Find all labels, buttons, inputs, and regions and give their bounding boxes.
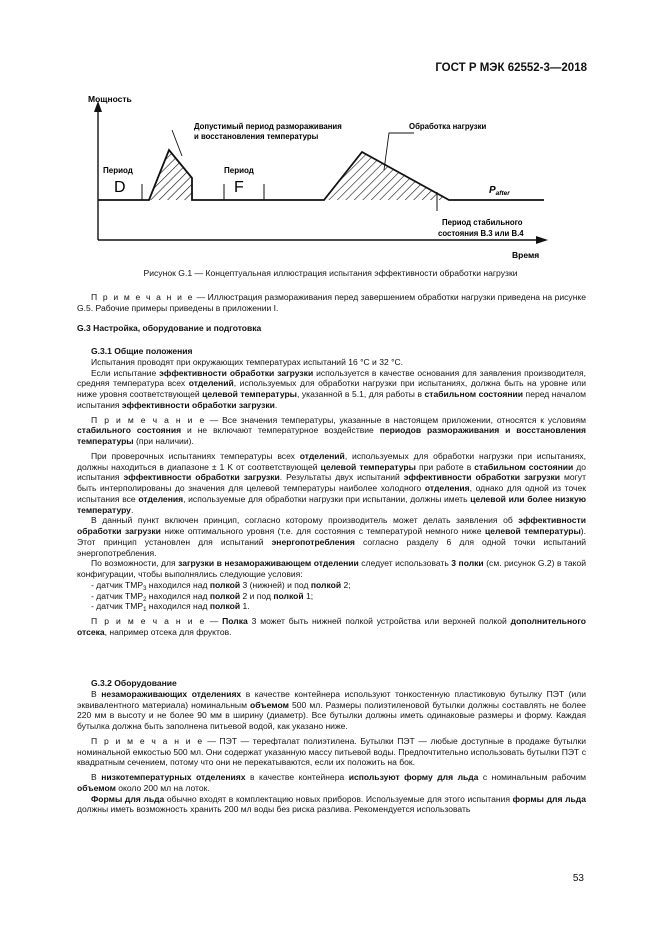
equipment-title: G.3.2 Оборудование (91, 678, 177, 688)
period-d-letter: D (114, 179, 126, 196)
equipment-block (77, 678, 586, 815)
list-item-tmp1: - датчик $TMP_1$ находился над полкой 1. (91, 601, 250, 614)
stable-label-line1: Период стабильного (442, 218, 523, 227)
note-4: П р и м е ч а н и е — ПЭТ — терефталат полиэтилена. Бутылки ПЭТ — любые доступные в продаже бутылки номинальной емкостью 500 мл. Они содержат указанную массу питьевой воды. Предпочтительно использовать бутылки ПЭТ с квадратным сечением, потому что они не перекатываются, если их положить на бок. (77, 735, 586, 768)
section-title: G.3 Настройка, оборудование и подготовка (77, 322, 262, 333)
load-label: Обработка нагрузки (409, 122, 487, 131)
paragraph-temperatures: Испытания проводят при окружающих температурах испытаний 16 °C и 32 °C. (91, 356, 404, 367)
list-item-tmp3: - датчик $TMP_3$ находился над полкой 3 (нижней) и под полкой 2; (91, 579, 351, 592)
document-header: ГОСТ Р МЭК 62552-3—2018 (435, 62, 587, 74)
note-2: П р и м е ч а н и е — Все значения температуры, указанные в настоящем приложении, относятся к условиям стабильного состояния и не включают температурное воздействие периодов размораживания и восстановления температуры (при наличии). (77, 414, 586, 446)
paragraph-bottles: В незамораживающих отделениях в качестве контейнера используют тонкостенную пластиковую бутылку ПЭТ (или эквивалентного материала) номинальным объемом 500 мл. Размеры полиэтиленовой бутылки должны составлять не более 220 мм в высоту и не более 90 мм в ширину (диаметр). Все бутылки должны иметь одинаковые размеры и форму. Каждая бутылка должна быть заполнена питьевой водой, как указано ниже. (77, 688, 586, 731)
period-f-word: Период (224, 166, 254, 175)
page-number: 53 (572, 873, 584, 884)
concept-figure (84, 88, 554, 263)
defrost-hatch-area (149, 150, 192, 200)
paragraph-verification: При проверочных испытаниях температуры всех отделений, используемых для обработки нагрузки при испытаниях, должны находиться в диапазоне ± 1 K от соответствующей целевой температуры при работе в стабильном состоянии до испытания эффективности обработки загрузки. Результаты двух испытаний эффективности обработки загрузки могут быть интерполированы до значения для целевой температуры наиболее холодного отделения, однако для одной из точек испытания все отделения, используемые для обработки нагрузки при испытании, должны иметь целевой или более низкую температуру. (77, 450, 587, 515)
paragraph-claim: Если испытание эффективности обработки загрузки используется в качестве основания для заявления производителя, средняя температура всех отделений, используемых для обработки нагрузки при испытаниях, должна быть на уровне или ниже уровня соответствующей целевой температуры, указанной в 5.1, для работы в стабильном состоянии перед началом испытания эффективности обработки загрузки. (77, 367, 586, 410)
defrost-leader (172, 130, 182, 156)
power-time-diagram (84, 88, 554, 263)
paragraph-ice-trays: В низкотемпературных отделениях в качестве контейнера используют форму для льда с номинальным рабочим объемом около 200 мл на лоток. (77, 772, 586, 793)
general-title: G.3.1 Общие положения (91, 346, 193, 356)
period-f-letter: F (234, 179, 244, 196)
p-after-symbol: $P_{after}$ (489, 185, 510, 197)
note-block-1 (77, 292, 586, 333)
list-item-tmp2: - датчик $TMP_2$ находился над полкой 2 и под полкой 1; (91, 590, 314, 603)
load-leader (384, 133, 414, 170)
y-axis-label: Мощность (88, 94, 132, 104)
general-block (77, 346, 586, 638)
paragraph-shelves: По возможности, для загрузки в незамораживающем отделении следует использовать 3 полки (см. рисунок G.2) в такой конфигурации, чтобы выполнялись следующие условия: (77, 558, 586, 579)
defrost-label-line1: Допустимый период размораживания (194, 122, 342, 131)
x-axis-label: Время (512, 250, 540, 260)
stable-label-line2: состояния В.3 или В.4 (438, 229, 524, 238)
defrost-label-line2: и восстановления температуры (194, 132, 319, 141)
paragraph-ice-forms: Формы для льда обычно входят в комплектацию новых приборов. Используемые для этого испытания формы для льда должны иметь возможность хранить 200 мл воды без риска разлива. Рекомендуется использовать (77, 793, 586, 815)
period-d-word: Период (103, 166, 133, 175)
note-3: П р и м е ч а н и е — Полка 3 может быть нижней полкой устройства или верхней полкой дополнительного отсека, например отсека для фруктов. (77, 616, 586, 637)
paragraph-principle: В данный пункт включен принцип, согласно которому производитель может делать заявления об эффективности обработки загрузки ниже оптимального уровня (т.е. для состояния с температурой немного ниже целевой температуры). Этот принцип установлен для испытаний энергопотребления согласно разделу 6 для одной точки испытаний энергопотребления. (77, 515, 587, 558)
x-axis-arrow (536, 236, 548, 244)
note-1: П р и м е ч а н и е — Иллюстрация размораживания перед завершением обработки нагрузки приведена на рисунке G.5. Рабочие примеры приведены в приложении I. (77, 292, 586, 313)
figure-caption: Рисунок G.1 — Концептуальная иллюстрация испытания эффективности обработки нагрузки (143, 268, 518, 278)
